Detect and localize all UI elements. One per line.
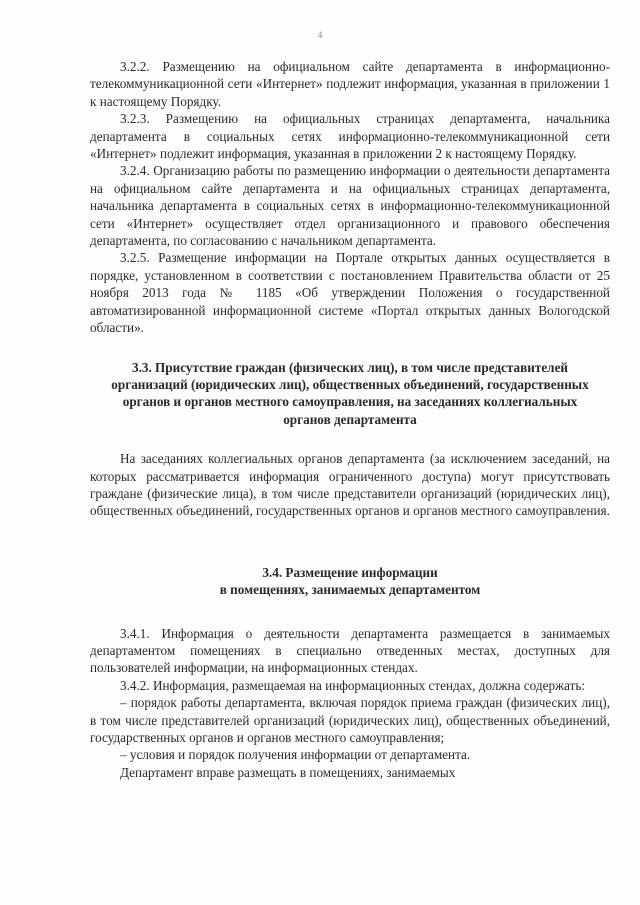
- paragraph-continued: Департамент вправе размещать в помещениях, занимаемых: [120, 764, 456, 780]
- paragraph-3-4-1: 3.4.1. Информация о деятельности департамента размещается в занимаемых департаментом помещениях в специально отведенных местах, доступных для пользователей информации, на информационных стендах.: [90, 625, 610, 676]
- paragraph-3-2-2: 3.2.2. Размещению на официальном сайте департамента в информационно-телекоммуникационной сети «Интернет» подлежит информация, указанная в приложении 1 к настоящему Порядку.: [90, 59, 610, 109]
- paragraph-3-2-4: 3.2.4. Организацию работы по размещению информации о деятельности департамента на официальном сайте департамента и на официальных страницах департамента, начальника департамента в социальных сетях в информационно-телекоммуникационной сети «Интернет» осуществляет отдел организационного и правового обеспечения департамента, по согласованию с начальником департамента.: [90, 163, 610, 249]
- paragraph-3-2-5: 3.2.5. Размещение информации на Портале открытых данных осуществляется в порядке, установленном в соответствии с постановлением Правительства области от 25 ноября 2013 года № 1185 «Об утверждении Положения о государственной автоматизированной информационной системе «Портал открытых данных Вологодской области».: [90, 250, 610, 336]
- page-number: 4: [317, 30, 323, 40]
- paragraph-3-4-2: 3.4.2. Информация, размещаемая на информационных стендах, должна содержать:: [120, 677, 586, 693]
- section-3-4-heading-line2: в помещениях, занимаемых департаментом: [219, 582, 481, 598]
- list-item-info-conditions: – условия и порядок получения информации от департамента.: [120, 747, 471, 763]
- list-item-work-order: – порядок работы департамента, включая порядок приема граждан (физических лиц), в том числе представителей организаций (юридических лиц), общественных объединений, государственных органов и органов местного самоуправления;: [90, 695, 610, 745]
- section-3-3-body: На заседаниях коллегиальных органов департамента (за исключением заседаний, на которых рассматривается информация ограниченного доступа) могут присутствовать граждане (физические лица), в том числе представители организаций (юридических лиц), общественных объединений, государственных органов и органов местного самоуправления.: [90, 451, 610, 519]
- section-3-4-heading-line1: 3.4. Размещение информации: [262, 564, 438, 580]
- paragraph-3-2-3: 3.2.3. Размещению на официальных страницах департамента, начальника департамента в социальных сетях информационно-телекоммуникационной сети «Интернет» подлежит информация, указанная в приложении 2 к настоящему Порядку.: [90, 111, 610, 162]
- section-3-3-heading: 3.3. Присутствие граждан (физических лиц), в том числе представителей организаций (юридических лиц), общественных объединений, государственных органов и органов местного самоуправления, на заседаниях коллегиальных органов департамента: [111, 359, 589, 427]
- document-body: [90, 58, 610, 781]
